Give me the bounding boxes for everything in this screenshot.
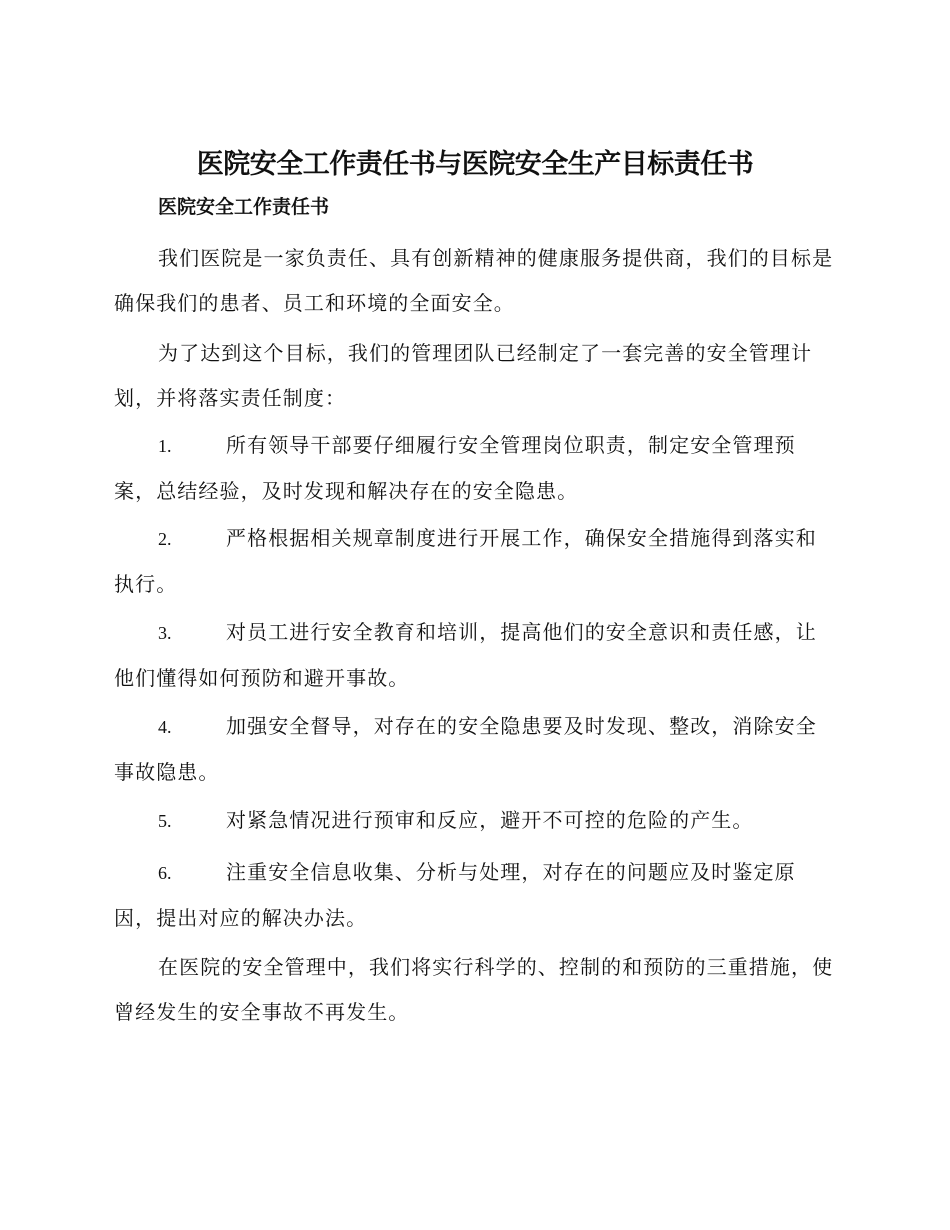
section-heading: 医院安全工作责任书: [158, 196, 330, 218]
list-item-text: 注重安全信息收集、分析与处理，对存在的问题应及时鉴定原因，提出对应的解决办法。: [114, 860, 796, 930]
list-item-number: 5.: [158, 811, 172, 831]
list-item-number: 3.: [158, 623, 172, 643]
list-item-text: 对员工进行安全教育和培训，提高他们的安全意识和责任感，让他们懂得如何预防和避开事故。: [114, 620, 817, 690]
list-item-text: 对紧急情况进行预审和反应，避开不可控的危险的产生。: [226, 808, 754, 832]
list-item-number: 2.: [158, 529, 172, 549]
intro-paragraph-1-text: 我们医院是一家负责任、具有创新精神的健康服务提供商，我们的目标是确保我们的患者、员工和环境的全面安全。: [114, 246, 834, 315]
list-item-text: 所有领导干部要仔细履行安全管理岗位职责，制定安全管理预案，总结经验，及时发现和解决存在的安全隐患。: [114, 433, 796, 503]
list-item-4: [114, 704, 836, 795]
list-item-1: [114, 423, 836, 514]
intro-paragraph-1: [114, 236, 836, 326]
list-item-6: [114, 850, 836, 941]
list-item-text: 加强安全督导，对存在的安全隐患要及时发现、整改，消除安全事故隐患。: [114, 714, 817, 784]
intro-paragraph-2: [114, 331, 836, 421]
list-item-5: [114, 798, 836, 844]
document-title: 医院安全工作责任书与医院安全生产目标责任书: [196, 149, 754, 180]
list-item-number: 1.: [158, 436, 172, 456]
list-item-3: [114, 610, 836, 701]
list-item-number: 6.: [158, 863, 172, 883]
closing-paragraph: [114, 945, 836, 1035]
intro-paragraph-2-text: 为了达到这个目标，我们的管理团队已经制定了一套完善的安全管理计划，并将落实责任制度：: [114, 341, 813, 410]
list-item-text: 严格根据相关规章制度进行开展工作，确保安全措施得到落实和执行。: [114, 526, 817, 596]
list-item-2: [114, 516, 836, 607]
list-item-number: 4.: [158, 717, 172, 737]
closing-paragraph-text: 在医院的安全管理中，我们将实行科学的、控制的和预防的三重措施，使曾经发生的安全事故不再发生。: [114, 955, 834, 1024]
